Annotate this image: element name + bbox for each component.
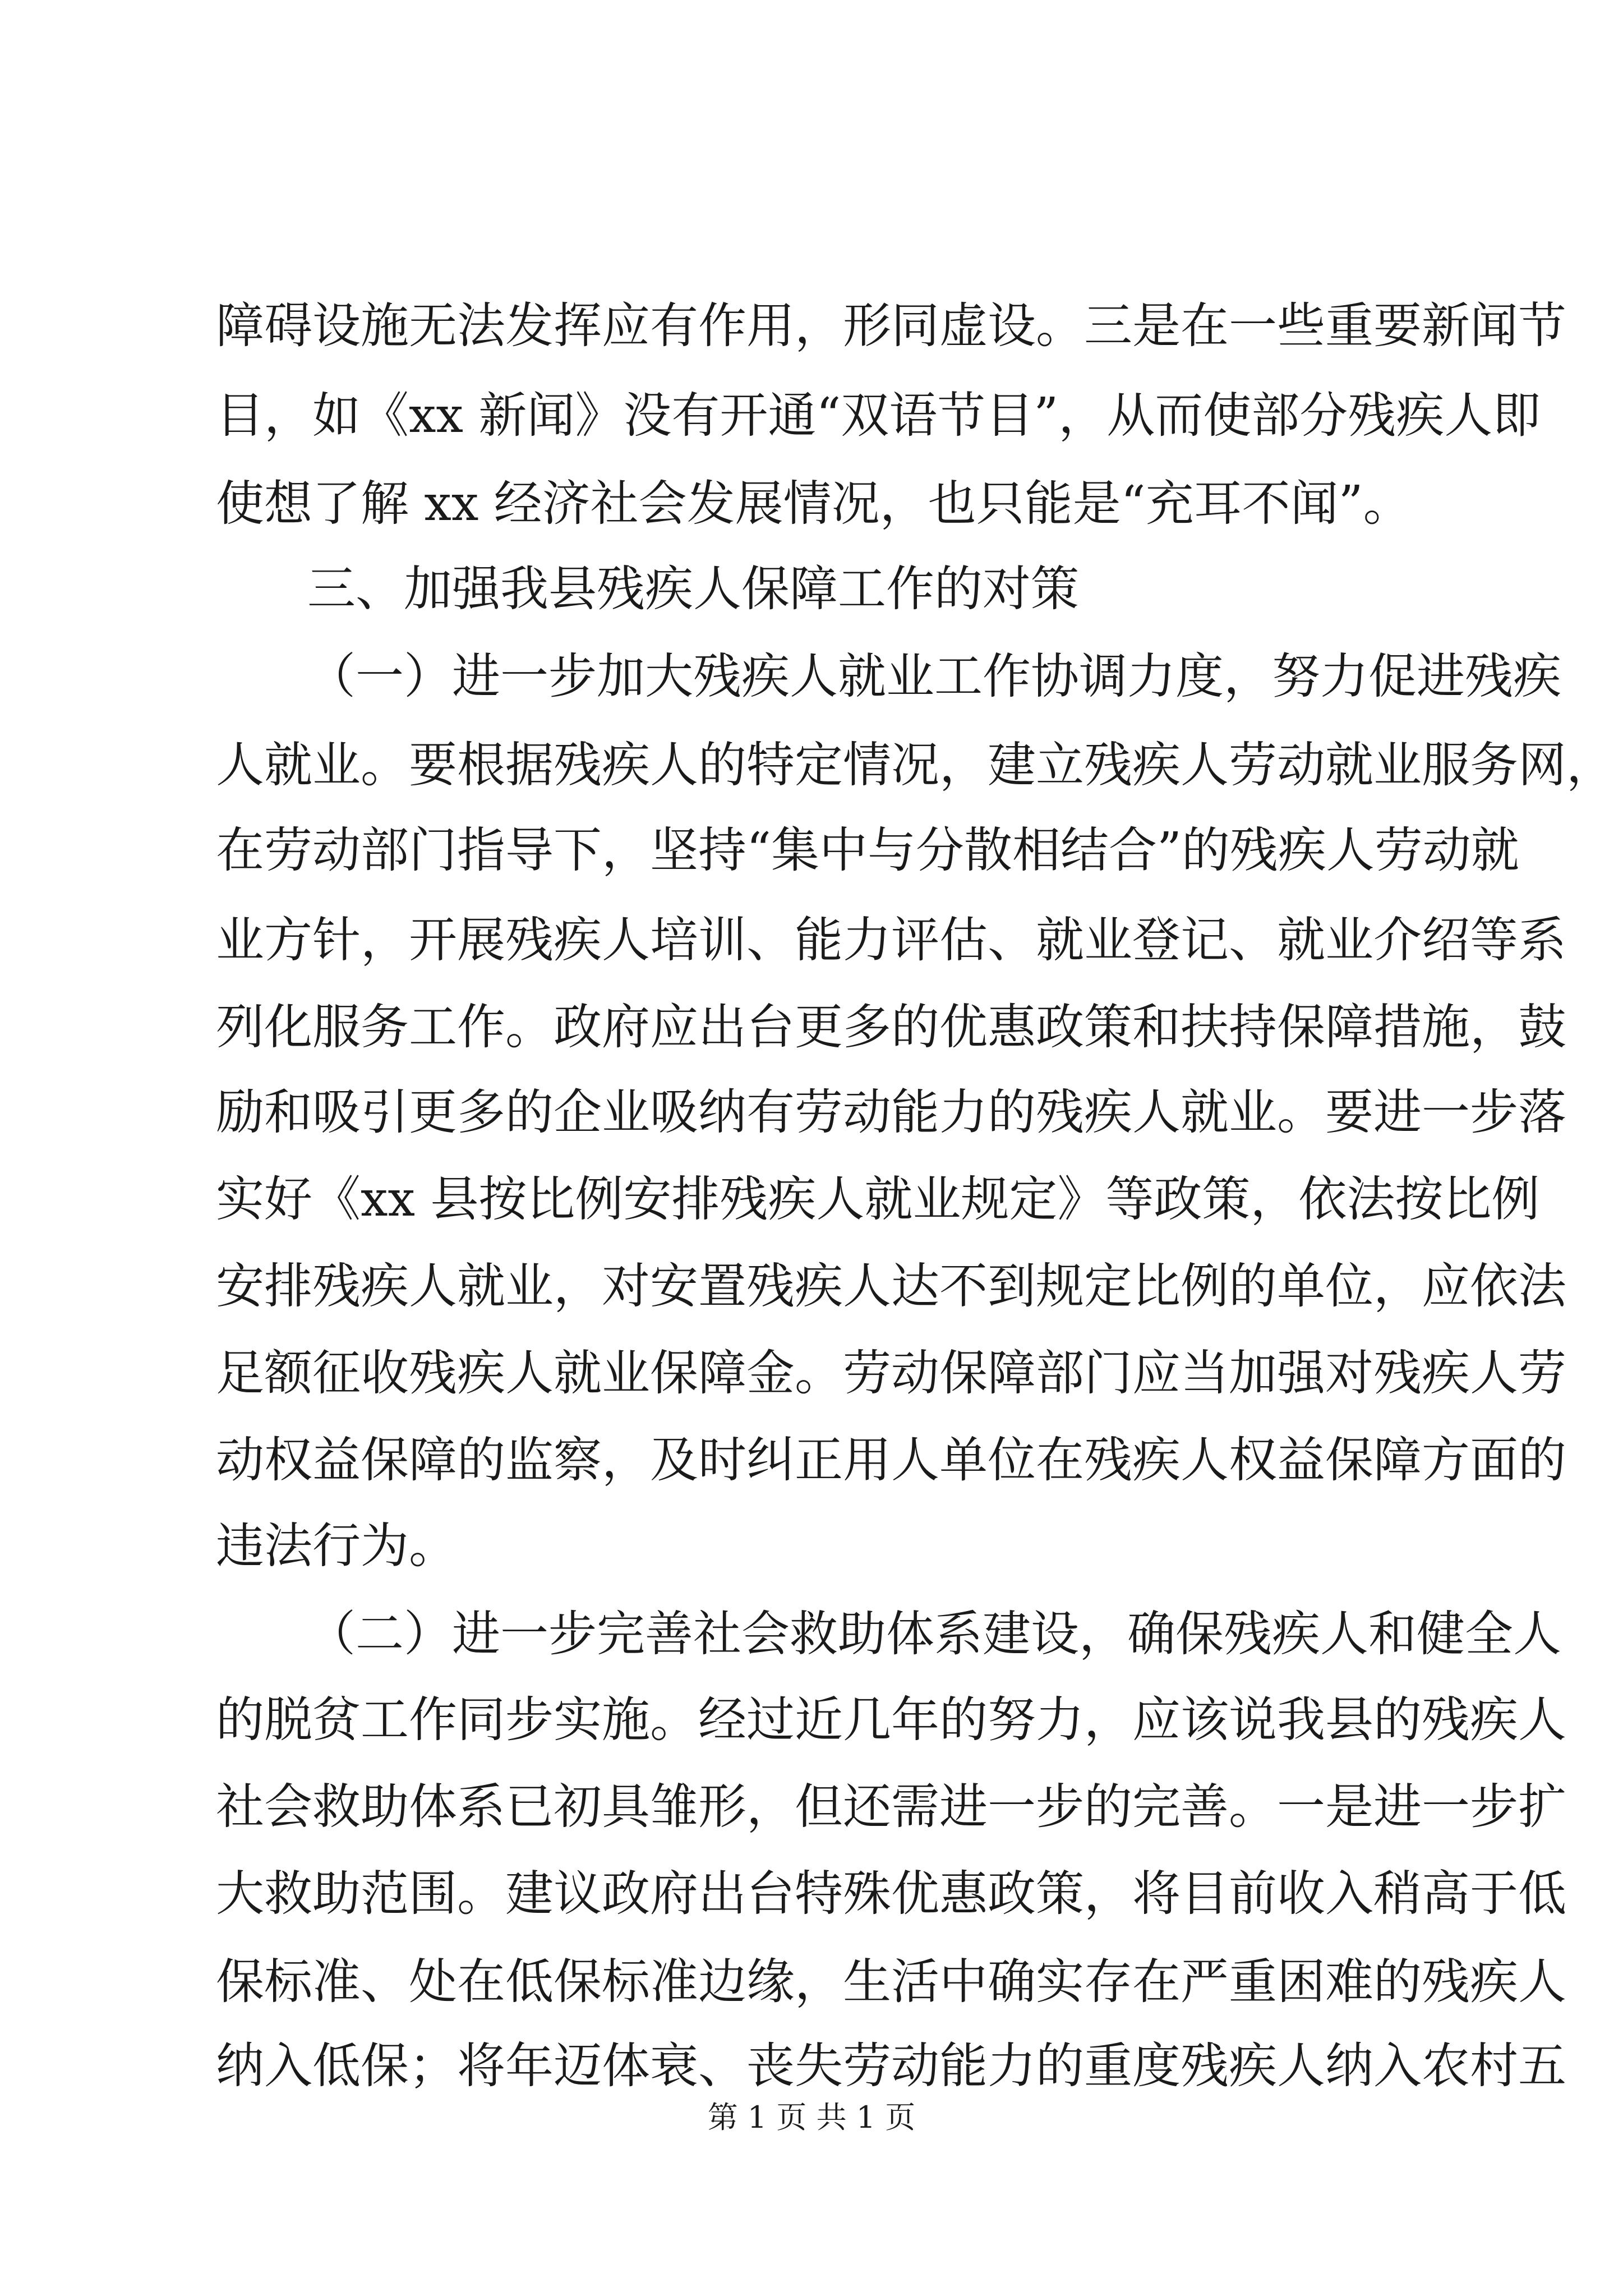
text-line: 励和吸引更多的企业吸纳有劳动能力的残疾人就业。要进一步落 xyxy=(216,1084,1566,1140)
text-line: 在劳动部门指导下，坚持“集中与分散相结合”的残疾人劳动就 xyxy=(216,822,1519,878)
text-line: 使想了解 xx 经济社会发展情况，也只能是“充耳不闻”。 xyxy=(216,476,1412,532)
text-line: 障碍设施无法发挥应有作用，形同虚设。三是在一些重要新闻节 xyxy=(216,298,1566,354)
text-line: 动权益保障的监察，及时纠正用人单位在残疾人权益保障方面的 xyxy=(216,1432,1566,1488)
text-line: 实好《xx 县按比例安排残疾人就业规定》等政策，依法按比例 xyxy=(216,1171,1540,1227)
text-line: 业方针，开展残疾人培训、能力评估、就业登记、就业介绍等系 xyxy=(216,912,1566,968)
text-line: 保标准、处在低保标准边缘，生活中确实存在严重困难的残疾人 xyxy=(216,1954,1566,2010)
text-line: 人就业。要根据残疾人的特定情况，建立残疾人劳动就业服务网， xyxy=(216,737,1615,793)
text-line: 社会救助体系已初具雏形，但还需进一步的完善。一是进一步扩 xyxy=(216,1779,1566,1835)
text-line: 安排残疾人就业，对安置残疾人达不到规定比例的单位，应依法 xyxy=(216,1258,1566,1314)
text-line: 目，如《xx 新闻》没有开通“双语节目”，从而使部分残疾人即 xyxy=(216,388,1541,444)
section-heading: 三、加强我县残疾人保障工作的对策 xyxy=(307,561,1079,617)
text-line: 纳入低保；将年迈体衰、丧失劳动能力的重度残疾人纳入农村五 xyxy=(216,2038,1566,2094)
text-line: 列化服务工作。政府应出台更多的优惠政策和扶持保障措施，鼓 xyxy=(216,999,1566,1055)
text-line: 足额征收残疾人就业保障金。劳动保障部门应当加强对残疾人劳 xyxy=(216,1345,1566,1401)
text-line: 违法行为。 xyxy=(216,1518,457,1574)
text-line: （二）进一步完善社会救助体系建设，确保残疾人和健全人 xyxy=(307,1606,1561,1662)
text-line: （一）进一步加大残疾人就业工作协调力度，努力促进残疾 xyxy=(307,648,1561,705)
text-line: 的脱贫工作同步实施。经过近几年的努力，应该说我县的残疾人 xyxy=(216,1692,1566,1748)
page-footer: 第 1 页 共 1 页 xyxy=(707,2100,916,2135)
text-line: 大救助范围。建议政府出台特殊优惠政策，将目前收入稍高于低 xyxy=(216,1866,1566,1922)
